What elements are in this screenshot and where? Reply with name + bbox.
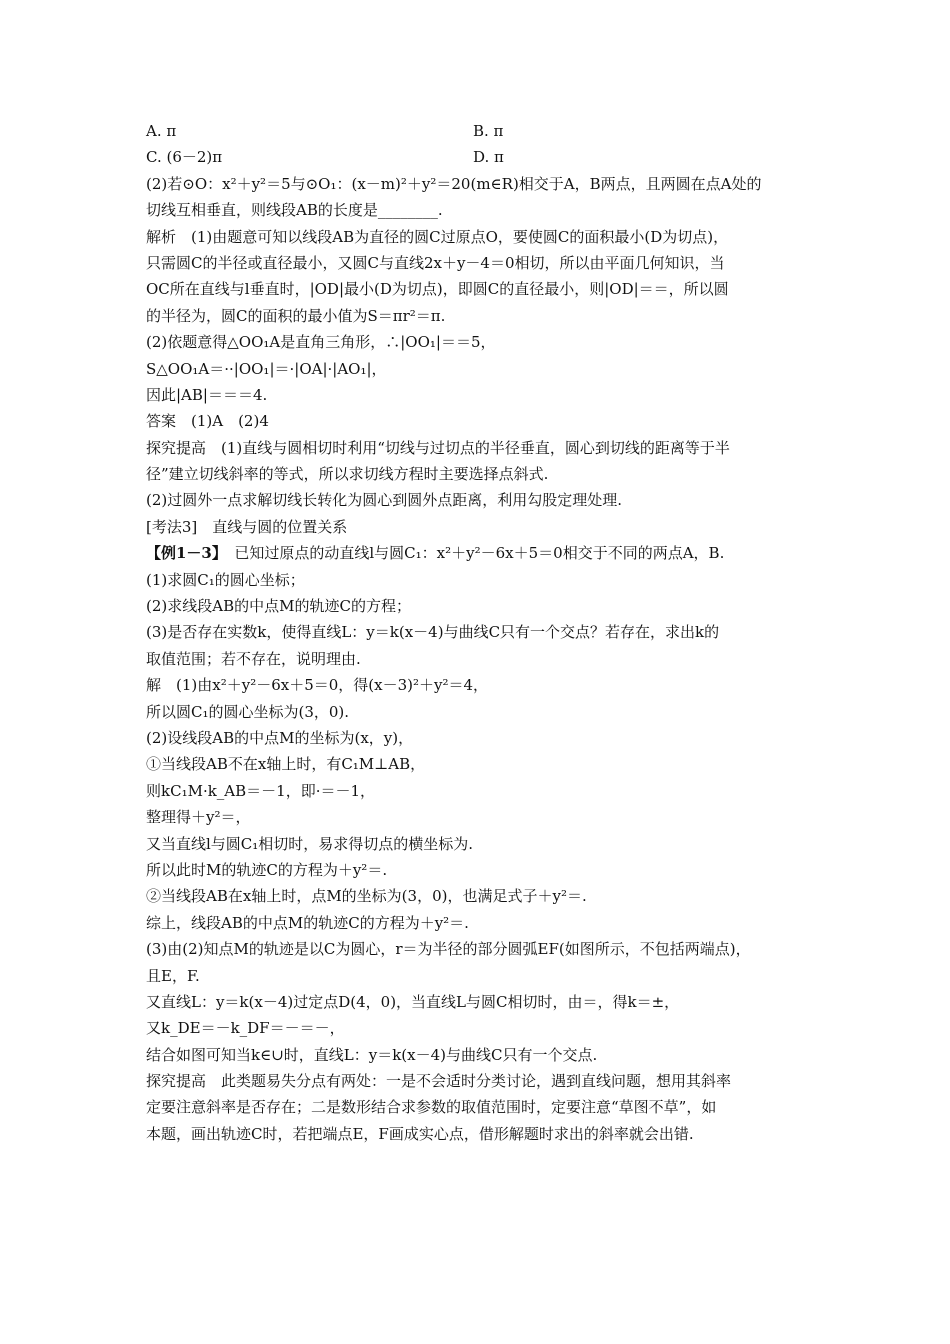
- text-line: S△OO₁A＝··|OO₁|＝·|OA|·|AO₁|，: [146, 359, 387, 378]
- text-line: (3)是否存在实数k，使得直线L：y＝k(x－4)与曲线C只有一个交点？若存在，求出k的: [146, 623, 720, 642]
- example-label: 【例1－3】: [146, 544, 220, 563]
- example-text: 已知过原点的动直线l与圆C₁：x²＋y²－6x＋5＝0相交于不同的两点A，B.: [219, 544, 725, 563]
- example-heading: [146, 540, 806, 566]
- document-body: [146, 118, 806, 1147]
- text-line: 解 (1)由x²＋y²－6x＋5＝0，得(x－3)²＋y²＝4，: [146, 676, 489, 695]
- text-line: 的半径为，圆C的面积的最小值为S＝πr²＝π.: [146, 306, 446, 325]
- section-heading: [考法3] 直线与圆的位置关系: [146, 517, 348, 536]
- text-line: ①当线段AB不在x轴上时，有C₁M⊥AB，: [146, 755, 426, 774]
- text-line: 则kC₁M·k_AB＝－1，即·＝－1，: [146, 781, 376, 800]
- option-d: D. π: [473, 148, 504, 167]
- text-line: (1)求圆C₁的圆心坐标；: [146, 570, 305, 589]
- text-line: 综上，线段AB的中点M的轨迹C的方程为＋y²＝.: [146, 913, 469, 932]
- text-line: ②当线段AB在x轴上时，点M的坐标为(3，0)，也满足式子＋y²＝.: [146, 887, 587, 906]
- text-line: (2)过圆外一点求解切线长转化为圆心到圆外点距离，利用勾股定理处理.: [146, 491, 623, 510]
- text-line: (3)由(2)知点M的轨迹是以C为圆心，r＝为半径的部分圆弧EF(如图所示，不包括两端点)，: [146, 940, 751, 959]
- text-line: 又直线L：y＝k(x－4)过定点D(4，0)，当直线L与圆C相切时，由＝，得k＝±，: [146, 992, 680, 1011]
- text-line: 径”建立切线斜率的等式，所以求切线方程时主要选择点斜式.: [146, 465, 549, 484]
- text-line: 定要注意斜率是否存在；二是数形结合求参数的取值范围时，定要注意“草图不草”，如: [146, 1098, 717, 1117]
- text-line: 只需圆C的半径或直径最小，又圆C与直线2x＋y－4＝0相切，所以由平面几何知识，当: [146, 253, 725, 272]
- text-line: 又k_DE＝－k_DF＝－＝－，: [146, 1019, 345, 1038]
- text-line: 探究提高 (1)直线与圆相切时利用“切线与过切点的半径垂直，圆心到切线的距离等于半: [146, 438, 730, 457]
- text-line: (2)依题意得△OO₁A是直角三角形，∴|OO₁|＝＝5，: [146, 333, 496, 352]
- answer-line: 答案 (1)A (2)4: [146, 412, 269, 431]
- text-line: 又当直线l与圆C₁相切时，易求得切点的横坐标为.: [146, 834, 474, 853]
- text-line: OC所在直线与l垂直时，|OD|最小(D为切点)，即圆C的直径最小，则|OD|＝＝，所以圆: [146, 280, 729, 299]
- option-a: A. π: [146, 122, 177, 140]
- text-line: 解析 (1)由题意可知以线段AB为直径的圆C过原点O，要使圆C的面积最小(D为切点)，: [146, 227, 729, 246]
- text-line: 取值范围；若不存在，说明理由.: [146, 649, 361, 668]
- text-line: 结合如图可知当k∈∪时，直线L：y＝k(x－4)与曲线C只有一个交点.: [146, 1045, 598, 1064]
- text-line: 探究提高 此类题易失分点有两处：一是不会适时分类讨论，遇到直线问题，想用其斜率: [146, 1072, 732, 1091]
- text-line: 且E，F.: [146, 966, 200, 985]
- text-line: 本题，画出轨迹C时，若把端点E，F画成实心点，借形解题时求出的斜率就会出错.: [146, 1124, 694, 1143]
- text-line: (2)若⊙O：x²＋y²＝5与⊙O₁：(x－m)²＋y²＝20(m∈R)相交于A，B两点，且两圆在点A处的: [146, 174, 762, 193]
- option-row-2: [146, 144, 806, 170]
- text-line: 所以圆C₁的圆心坐标为(3，0).: [146, 702, 350, 721]
- option-row-1: [146, 118, 806, 144]
- option-b: B. π: [473, 122, 504, 140]
- text-line: 因此|AB|＝＝＝4.: [146, 385, 268, 404]
- text-line: (2)求线段AB的中点M的轨迹C的方程；: [146, 597, 411, 616]
- option-c: C. (6－2)π: [146, 148, 223, 167]
- text-line: 整理得＋y²＝，: [146, 808, 251, 827]
- text-line: 所以此时M的轨迹C的方程为＋y²＝.: [146, 860, 388, 879]
- text-line: 切线互相垂直，则线段AB的长度是________.: [146, 201, 443, 220]
- text-line: (2)设线段AB的中点M的坐标为(x，y)，: [146, 728, 414, 747]
